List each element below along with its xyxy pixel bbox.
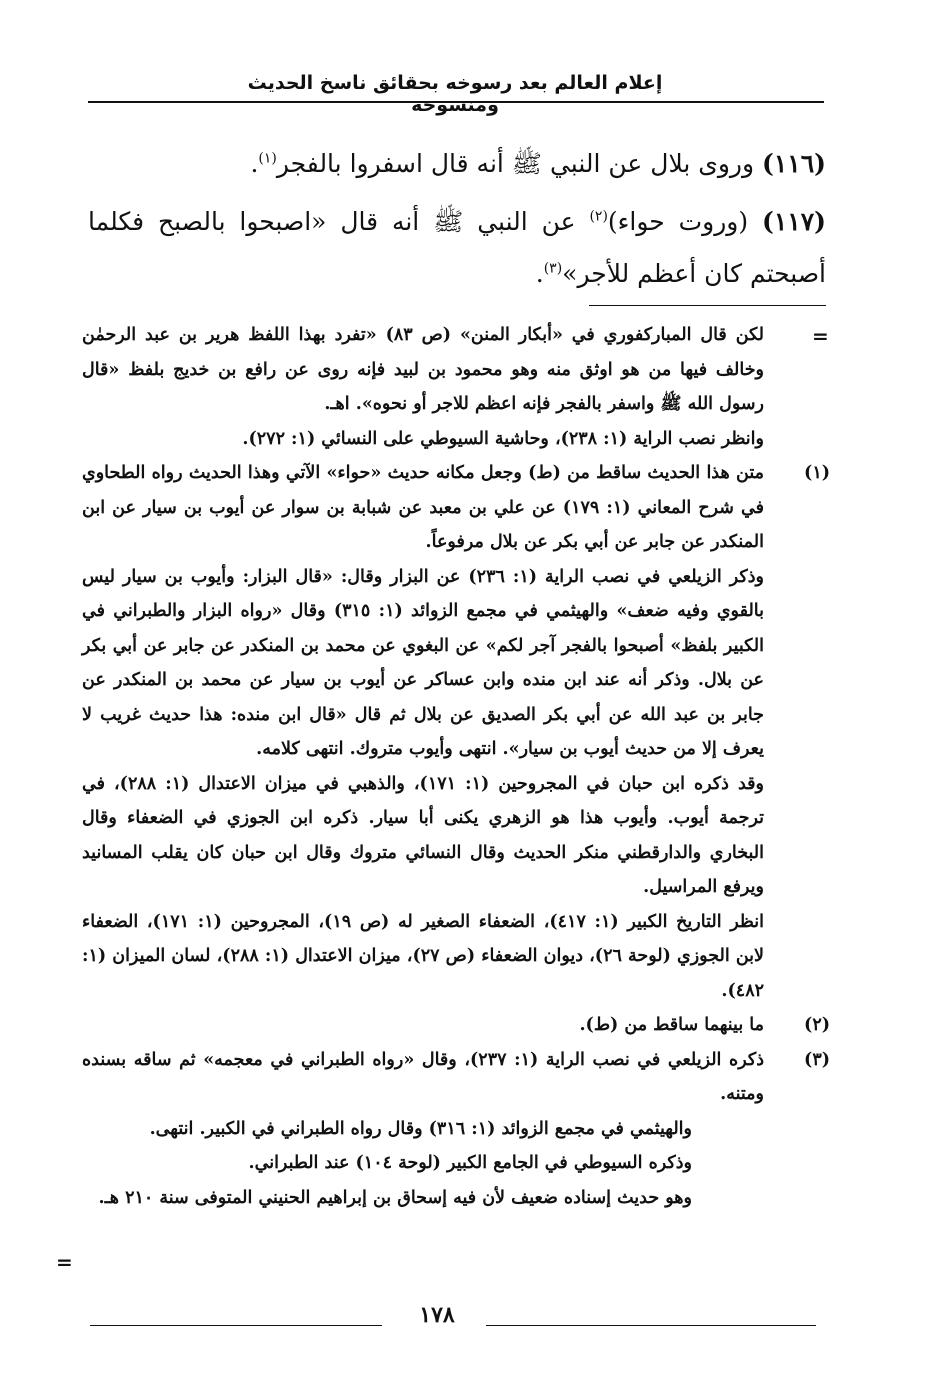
footnote-paragraph: انظر التاريخ الكبير (١: ٤١٧)، الضعفاء الصغير له (ص ١٩)، المجروحين (١: ١٧١)، الضعفاء لابن الجوزي (لوحة ٢٦)، ديوان الضعفاء (ص ٢٧)، ميزان الاعتدال (١: ٢٨٨)، لسان الميزان (١: ٤٨٢). bbox=[82, 911, 764, 1001]
footer-rule bbox=[90, 1325, 382, 1326]
footer-rule bbox=[486, 1325, 816, 1326]
main-text bbox=[88, 138, 826, 306]
footnote-paragraph: وهو حديث إسناده ضعيف لأن فيه إسحاق بن إبراهيم الحنيني المتوفى سنة ٢١٠ هـ. bbox=[98, 1187, 692, 1208]
footnote-separator bbox=[589, 305, 826, 306]
footnote-3 bbox=[82, 1043, 834, 1216]
paragraph-number: (١١٦) bbox=[762, 149, 826, 178]
footnote-ref: (٣) bbox=[543, 260, 563, 277]
footnote-continued bbox=[82, 318, 834, 456]
footnote-number: (١) bbox=[804, 463, 830, 483]
footnote-indented-block bbox=[82, 1112, 764, 1216]
continuation-mark: = bbox=[56, 1250, 73, 1274]
footnote-ref: (١) bbox=[258, 150, 277, 167]
paragraph-number: (١١٧) bbox=[762, 207, 826, 236]
paragraph-text: وروى بلال عن النبي ﷺ أنه قال اسفروا بالفجر bbox=[276, 149, 755, 178]
footnotes bbox=[82, 318, 834, 1215]
footnote-number: (٣) bbox=[804, 1049, 830, 1070]
footnote-1 bbox=[82, 456, 834, 1008]
paragraph-116: (١١٦) وروى بلال عن النبي ﷺ أنه قال اسفروا بالفجر$^{(١)}$. bbox=[250, 149, 826, 178]
footnote-paragraph: وقد ذكره ابن حبان في المجروحين (١: ١٧١)، والذهبي في ميزان الاعتدال (١: ٢٨٨)، في ترجمة أيوب. وأيوب هذا هو الزهري يكنى أبا سيار. ذكره ابن الجوزي في الضعفاء وقال البخاري والدارقطني منكر الحديث وقال النسائي متروك وقال ابن حبان كان يقلب المسانيد ويرفع المراسيل. bbox=[82, 773, 764, 897]
footnote-paragraph: ما بينهما ساقط من (ط). bbox=[579, 1015, 764, 1035]
page-number: ١٧٨ bbox=[419, 1302, 455, 1328]
footnote-paragraph: متن هذا الحديث ساقط من (ط) وجعل مكانه حديث «حواء» الآتي وهذا الحديث رواه الطحاوي في شرح المعاني (١: ١٧٩) عن علي بن معبد عن شبابة بن سوار عن أيوب بن سيار عن ابن المنكدر عن جابر عن أبي بكر عن بلال مرفوعاً. bbox=[82, 463, 764, 552]
running-title: إعلام العالم بعد رسوخه بحقائق ناسخ الحديث ومنسوخه bbox=[247, 72, 663, 116]
paragraph-117: (١١٧) (وروت حواء)$^{(٢)}$ عن النبي ﷺ أنه قال «اصبحوا بالصبح فكلما أصبحتم كان أعظم للأجر»$^{(٣)}$. bbox=[88, 207, 826, 288]
footnote-paragraph: وذكره السيوطي في الجامع الكبير (لوحة ١٠٤) عند الطبراني. bbox=[248, 1153, 692, 1173]
header-rule bbox=[88, 101, 824, 103]
footnote-ref: (٢) bbox=[589, 208, 608, 225]
footnote-paragraph: وذكر الزيلعي في نصب الراية (١: ٢٣٦) عن البزار وقال: «قال البزار: وأيوب بن سيار ليس بالقوي وفيه ضعف» والهيثمي في مجمع الزوائد (١: ٣١٥) وقال «رواه البزار والطبراني في الكبير بلفظ» أصبحوا بالفجر آجر لكم» عن البغوي عن محمد بن المنكدر عن جابر عن أبي بكر عن بلال. وذكر أنه عند ابن منده وابن عساكر عن أيوب بن سيار عن محمد بن المنكدر عن جابر بن عبد الله عن أبي بكر الصديق عن بلال ثم قال «قال ابن منده: هذا حديث غريب لا يعرف إلا من حديث أيوب بن سيار». انتهى وأيوب متروك. انتهى كلامه. bbox=[82, 566, 764, 759]
footnote-paragraph: ذكره الزيلعي في نصب الراية (١: ٢٣٧)، وقال «رواه الطبراني في معجمه» ثم ساقه بسنده ومتنه. bbox=[82, 1049, 764, 1104]
footnote-paragraph: والهيثمي في مجمع الزوائد (١: ٣١٦) وقال رواه الطبراني في الكبير. انتهى. bbox=[149, 1118, 692, 1139]
footnote-2 bbox=[82, 1008, 834, 1043]
paragraph-text: عن النبي ﷺ أنه قال «اصبحوا بالصبح فكلما أصبحتم كان أعظم للأجر» bbox=[88, 207, 826, 288]
footnote-number: (٢) bbox=[804, 1015, 830, 1035]
footnote-paragraph: وانظر نصب الراية (١: ٢٣٨)، وحاشية السيوطي على النسائي (١: ٢٧٢). bbox=[242, 428, 764, 449]
continuation-mark: = bbox=[812, 324, 829, 348]
paragraph-text: (وروت حواء) bbox=[607, 207, 749, 236]
footnote-paragraph: لكن قال المباركفوري في «أبكار المنن» (ص ٨٣) «تفرد بهذا اللفظ هرير بن عبد الرحمٰن وخالف فيها من هو اوثق منه وهو محمود بن لبيد فإنه روى عن رافع بن خديج بلفظ «قال رسول الله ﷺ واسفر بالفجر فإنه اعظم للاجر أو نحوه». اهـ. bbox=[82, 325, 765, 414]
